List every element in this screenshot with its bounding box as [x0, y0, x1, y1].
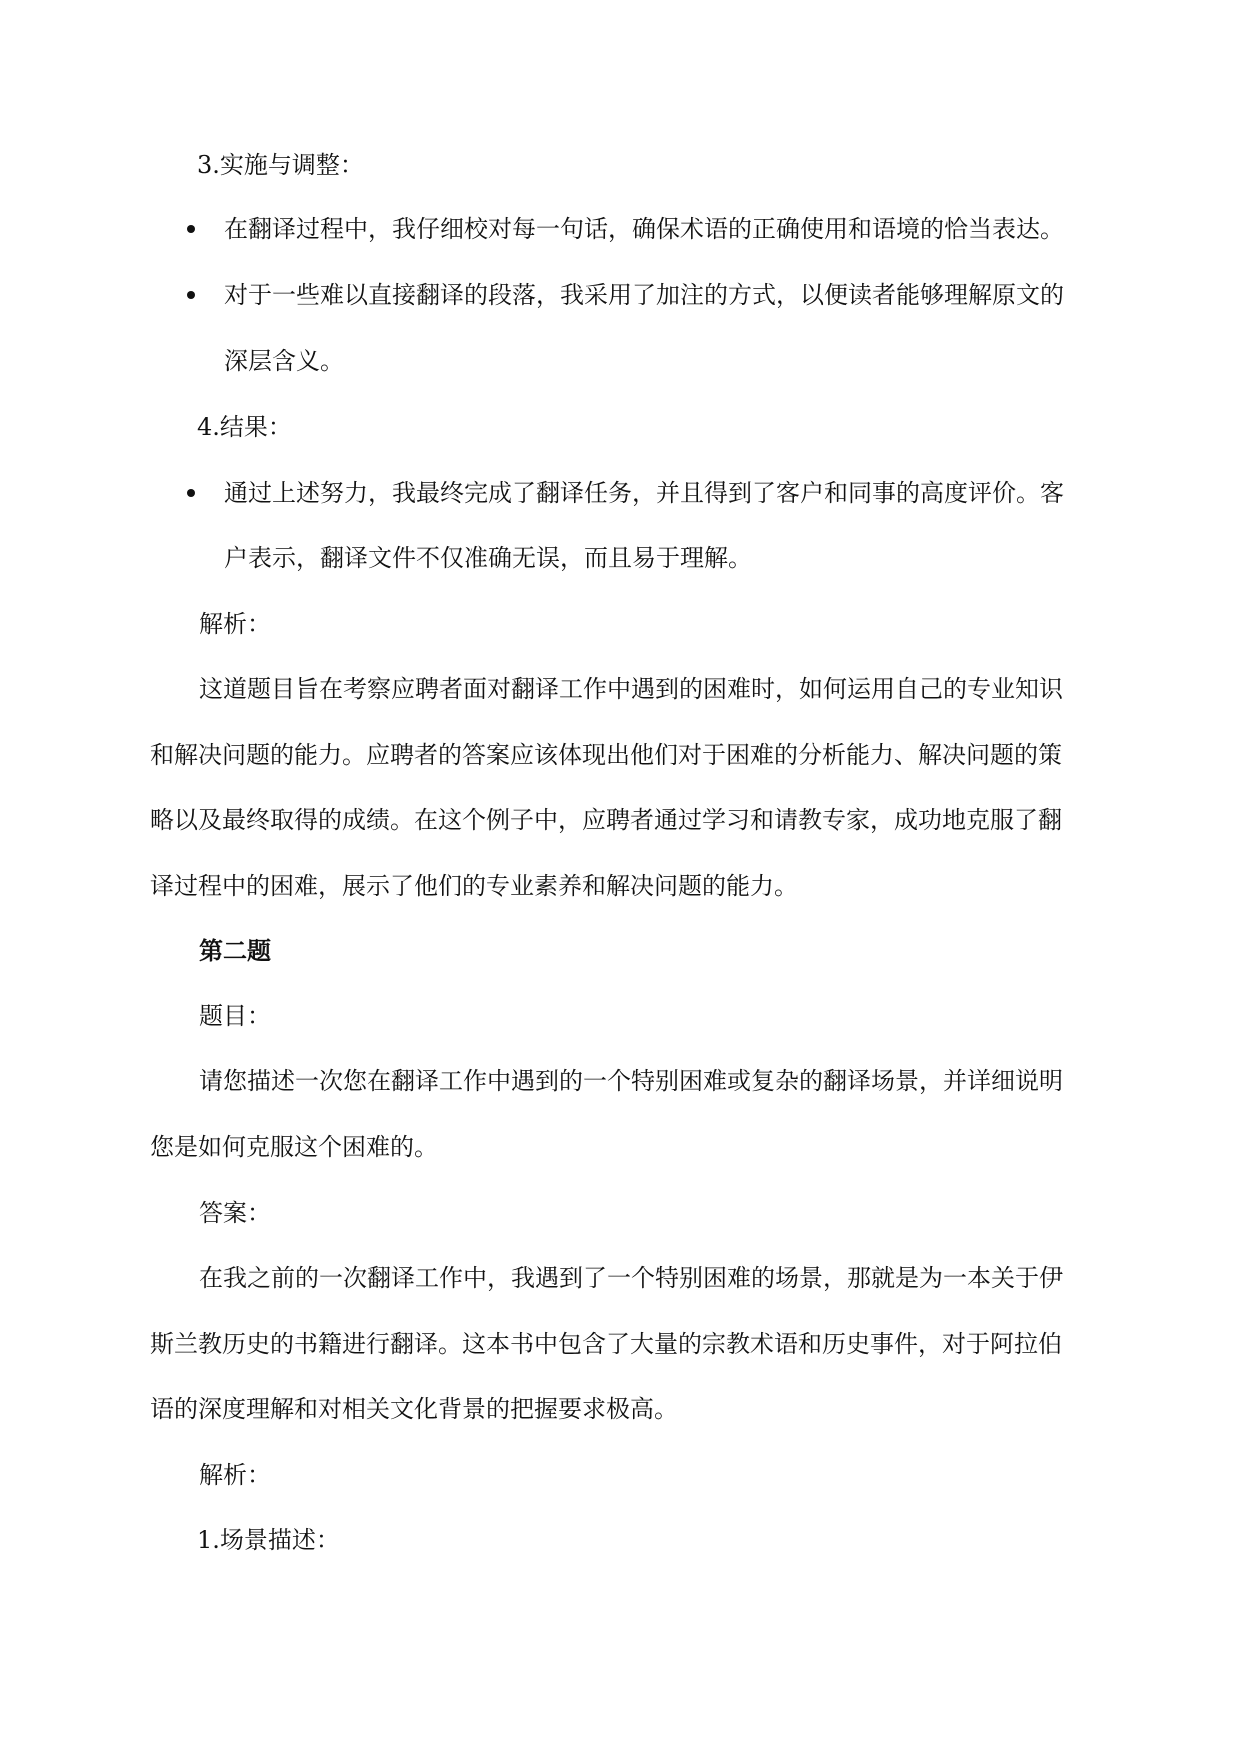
step4-bullet-1-line-2: 户表示，翻译文件不仅准确无误，而且易于理解。	[224, 544, 752, 572]
question-line-1: 请您描述一次您在翻译工作中遇到的一个特别困难或复杂的翻译场景，并详细说明	[199, 1067, 1063, 1095]
step4-bullet-1-line-1: 通过上述努力，我最终完成了翻译任务，并且得到了客户和同事的高度评价。客	[224, 479, 1064, 507]
section2-heading: 第二题	[199, 936, 271, 965]
bullet-dot	[187, 291, 195, 299]
section2-analysis-label: 解析：	[199, 1461, 271, 1489]
step1-title: 1.场景描述：	[197, 1526, 340, 1554]
answer-line-3: 语的深度理解和对相关文化背景的把握要求极高。	[150, 1395, 678, 1423]
step3-bullet-2-line-1: 对于一些难以直接翻译的段落，我采用了加注的方式，以便读者能够理解原文的	[224, 281, 1064, 309]
answer-line-2: 斯兰教历史的书籍进行翻译。这本书中包含了大量的宗教术语和历史事件，对于阿拉伯	[150, 1330, 1062, 1358]
step3-title: 3.实施与调整：	[197, 151, 364, 179]
analysis-line-2: 和解决问题的能力。应聘者的答案应该体现出他们对于困难的分析能力、解决问题的策	[150, 741, 1062, 769]
answer-label: 答案：	[199, 1199, 271, 1227]
bullet-dot	[187, 225, 195, 233]
step3-bullet-2-line-2: 深层含义。	[224, 347, 344, 375]
step4-title: 4.结果：	[197, 413, 292, 441]
analysis-label: 解析：	[199, 610, 271, 638]
question-line-2: 您是如何克服这个困难的。	[150, 1133, 438, 1161]
analysis-line-4: 译过程中的困难，展示了他们的专业素养和解决问题的能力。	[150, 872, 798, 900]
step3-bullet-1-line-1: 在翻译过程中，我仔细校对每一句话，确保术语的正确使用和语境的恰当表达。	[224, 215, 1064, 243]
bullet-dot	[187, 489, 195, 497]
analysis-line-1: 这道题目旨在考察应聘者面对翻译工作中遇到的困难时，如何运用自己的专业知识	[199, 675, 1063, 703]
answer-line-1: 在我之前的一次翻译工作中，我遇到了一个特别困难的场景，那就是为一本关于伊	[199, 1264, 1063, 1292]
question-label: 题目：	[199, 1002, 271, 1030]
analysis-line-3: 略以及最终取得的成绩。在这个例子中，应聘者通过学习和请教专家，成功地克服了翻	[150, 806, 1062, 834]
